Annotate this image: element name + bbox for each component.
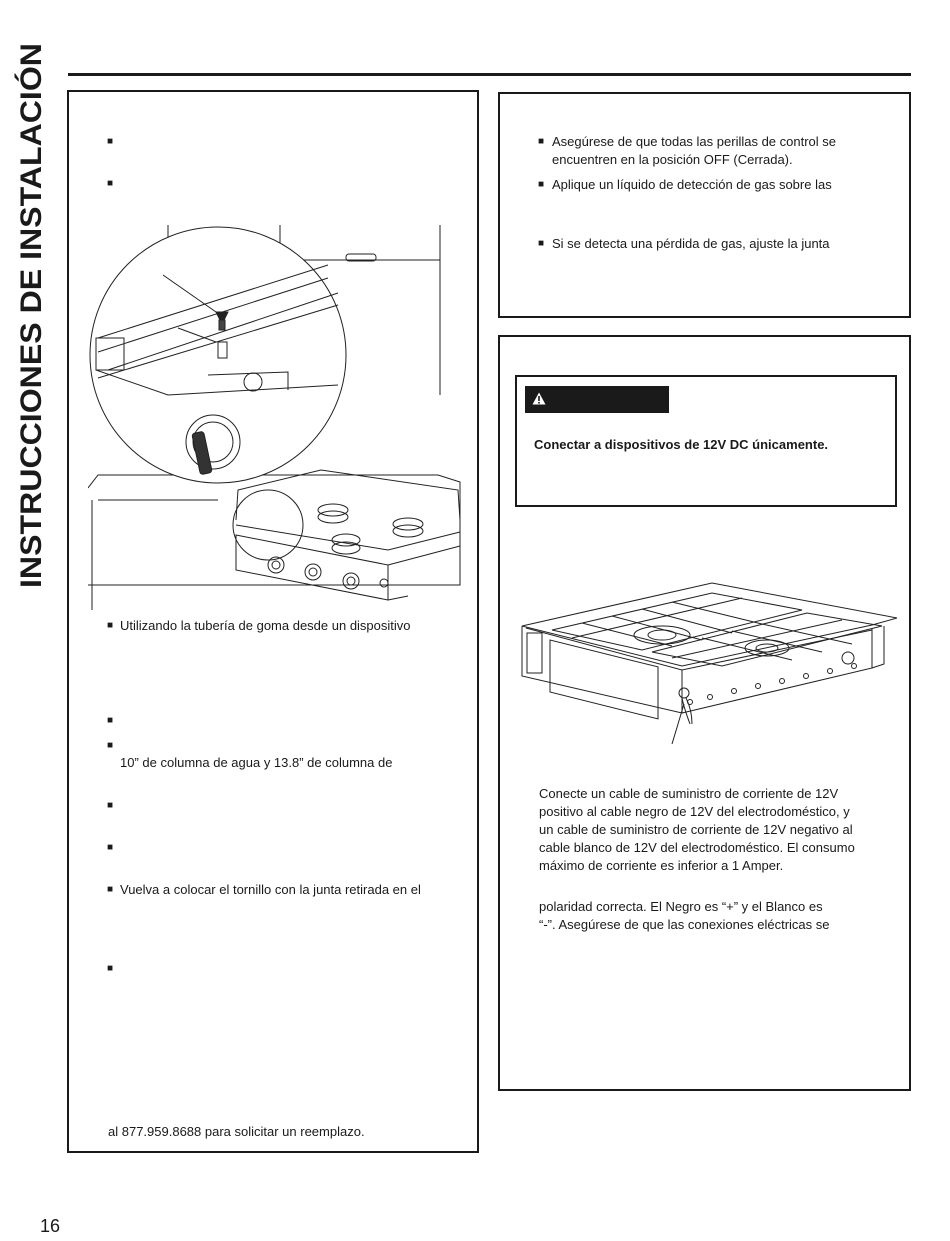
header-rule (68, 73, 911, 76)
cooktop-wiring-illustration (512, 578, 902, 748)
bullet-marker: ■ (107, 136, 114, 147)
bullet-marker: ■ (107, 715, 114, 726)
bullet-marker: ■ (107, 800, 114, 811)
valve-detail-illustration (88, 220, 468, 615)
replacement-phone-line: al 877.959.8688 para solicitar un reemplazo. (108, 1124, 365, 1139)
check-knobs-off: Asegúrese de que todas las perillas de control se (552, 134, 837, 149)
side-title-text: INSTRUCCIONES DE INSTALACIÓN (15, 78, 48, 588)
electrical-para1-line1: Conecte un cable de suministro de corriente de 12V (539, 786, 839, 801)
bullet-marker: ■ (538, 179, 545, 190)
bullet-marker: ■ (107, 620, 114, 631)
leak-found-action: Si se detecta una pérdida de gas, ajuste la junta (552, 236, 830, 251)
electrical-para2-line2: “-”. Asegúrese de que las conexiones eléctricas se (539, 917, 830, 932)
electrical-para1-line3: un cable de suministro de corriente de 12V negativo al (539, 822, 853, 837)
check-knobs-off-line2: encuentren en la posición OFF (Cerrada). (552, 152, 793, 167)
bullet-marker: ■ (107, 884, 114, 895)
bullet-marker: ■ (538, 238, 545, 249)
electrical-para2-line1: polaridad correcta. El Negro es “+” y el Blanco es (539, 899, 823, 914)
warning-triangle-icon (532, 392, 546, 405)
step-pressure-line: 10” de columna de agua y 13.8” de columna de (120, 755, 393, 770)
bullet-marker: ■ (107, 963, 114, 974)
electrical-para1-line5: máximo de corriente es inferior a 1 Amper. (539, 858, 784, 873)
apply-leak-detector: Aplique un líquido de detección de gas sobre las (552, 177, 832, 192)
warning-header (525, 386, 669, 413)
bullet-marker: ■ (538, 136, 545, 147)
bullet-marker: ■ (107, 178, 114, 189)
page-number: 16 (40, 1216, 61, 1236)
leak-test-panel (498, 92, 911, 318)
bullet-marker: ■ (107, 842, 114, 853)
electrical-para1-line4: cable blanco de 12V del electrodoméstico. El consumo (539, 840, 855, 855)
electrical-para1-line2: positivo al cable negro de 12V del electrodoméstico, y (539, 804, 850, 819)
warning-text: Conectar a dispositivos de 12V DC únicamente. (534, 437, 829, 452)
bullet-marker: ■ (107, 740, 114, 751)
step-rubber-tubing: Utilizando la tubería de goma desde un dispositivo (120, 618, 411, 633)
step-replace-screw: Vuelva a colocar el tornillo con la junta retirada en el (120, 882, 421, 897)
side-title (8, 40, 48, 590)
